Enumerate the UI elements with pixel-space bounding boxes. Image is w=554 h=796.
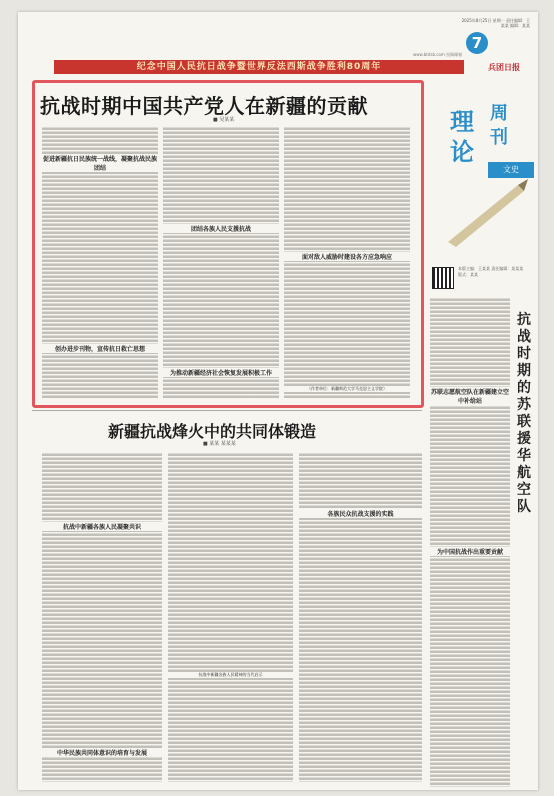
fountain-pen-illustration [438, 177, 530, 247]
text-column [299, 452, 422, 782]
page-number: 7 [466, 32, 488, 54]
lead-subhead: 创办进步刊物，宣传抗日救亡思想 [42, 344, 158, 353]
commemoration-banner: 纪念中国人民抗日战争暨世界反法西斯战争胜利80周年 [54, 60, 464, 74]
right-subhead: 苏联志愿航空队在新疆建立空中补给站 [430, 389, 509, 405]
text-column [163, 126, 279, 398]
lead-article-byline: ■ 吴某某 [213, 117, 235, 123]
right-subhead: 为中国抗战作出重要贡献 [430, 547, 510, 556]
lead-subhead: 面对敌人威胁时建设各方应急响应 [284, 252, 410, 261]
contact-line: www.btdsb.com 投稿邮箱 [413, 52, 463, 57]
vertical-article-title[interactable]: 抗战时期的苏联援华航空队 [517, 312, 531, 515]
second-subhead: 各族民众抗战支援的实践 [299, 509, 422, 518]
section-title-right: 周刊 [490, 103, 508, 148]
lead-subhead: 团结各族人民支援抗战 [163, 224, 279, 233]
text-column [42, 452, 162, 782]
section-title-left: 理论 [450, 107, 474, 166]
text-column [430, 297, 510, 787]
lead-subhead: 为推动新疆经济社会恢复发展积极工作 [163, 368, 279, 377]
lead-subhead: 促进新疆抗日民族统一战线，凝聚抗战民族团结 [42, 156, 157, 172]
lead-footnote: （作者单位：新疆师范大学马克思主义学院） [284, 386, 410, 392]
section-divider [32, 410, 422, 411]
issue-meta: 2025年8月25日 星期一 责任编辑：王某某 编辑：某某 [461, 18, 530, 28]
second-subhead: 中华民族共同体意识的培育与发展 [42, 748, 162, 757]
masthead-logo: 兵团日报 [488, 62, 520, 72]
section-tag: 文史 [488, 162, 534, 178]
text-column [284, 126, 410, 398]
second-article-byline: ■ 某某 某某某 [203, 441, 236, 447]
lead-article-title[interactable]: 抗战时期中国共产党人在新疆的贡献 [40, 94, 368, 118]
editors-credit: 本版主编：王某某 责任编辑：某某某 版式：某某 [458, 266, 524, 277]
second-subhead: 抗战中新疆各族人民凝聚共识 [42, 522, 162, 531]
qr-code-icon[interactable] [432, 267, 454, 289]
second-article-title[interactable]: 新疆抗战烽火中的共同体锻造 [108, 422, 317, 441]
text-column [168, 452, 293, 782]
second-subhead: 抗战中新疆各族人民精神的当代启示 [168, 672, 293, 678]
newspaper-page [18, 12, 538, 790]
